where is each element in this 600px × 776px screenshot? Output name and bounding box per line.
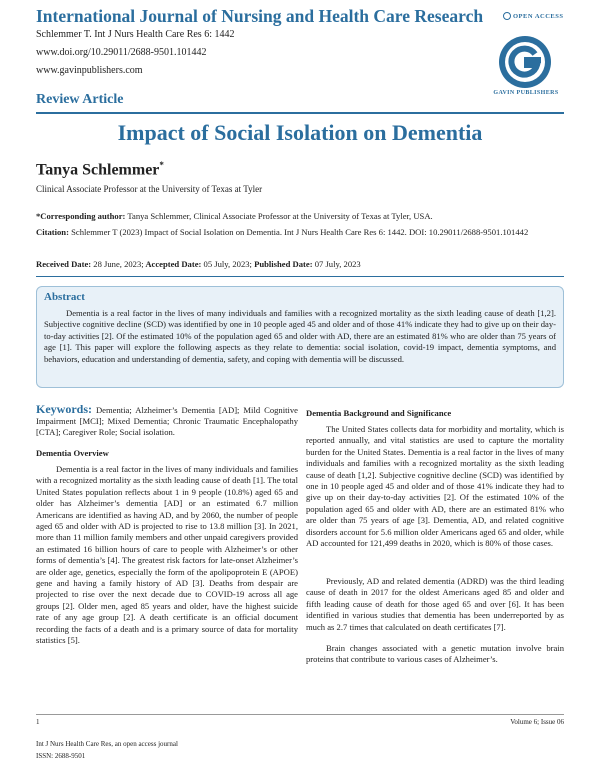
received-date: 28 June, 2023; (91, 259, 144, 269)
section-label: Review Article (36, 92, 124, 107)
meta-divider (36, 276, 564, 277)
paragraph-overview: Dementia is a real factor in the lives of many individuals and families with a recognized mortality as the sixth leading cause of death [1]. The total United States population reflects about 1 in 9 people (10.8%) aged 65 and older has Alzheimer’s dementia [AD] or an estimated 6.7 million Americans are identified as having AD, and by 2060, the number of people aged 65 and older with AD is projected to rise to 13.8 million [3]. In 2021, more than 11 million family members and other unpaid caregivers provided an estimated 16 billion hours of care to people with Alzheimer’s or other forms of dementia’s [4]. The greatest risk factors for late-onset Alzheimer’s are older age, genetics, especially the form of the apolipoprotein E (APOE) gene and having a family history of AD [3]. Deaths from despair are projected to rise over the next decade due to COVID-19 across all age groups [2]. Older men, aged 85 years and older, have the highest suicide rate of any age group [2]. A death certificate is an official document recording the facts of a death and is a primary source of data for mortality statistics [5]. (36, 464, 298, 646)
corresponding-author (36, 210, 564, 222)
section-heading-overview: Dementia Overview (36, 448, 109, 458)
open-access-badge (503, 12, 563, 20)
footer-issn: ISSN: 2688-9501 (36, 752, 86, 760)
author-marker: * (159, 160, 164, 170)
footer-divider (36, 714, 564, 715)
keywords (36, 404, 298, 438)
website-link[interactable]: www.gavinpublishers.com (36, 65, 143, 76)
author-name (36, 160, 164, 179)
author-affiliation: Clinical Associate Professor at the University of Texas at Tyler (36, 184, 263, 194)
paragraph-background-3: Brain changes associated with a genetic mutation involve brain proteins that contribute to various cases of Alzheimer’s. (306, 643, 564, 665)
corresponding-text: Tanya Schlemmer, Clinical Associate Professor at the University of Texas at Tyler, USA. (125, 211, 433, 221)
open-access-icon (503, 12, 511, 20)
journal-title: International Journal of Nursing and Health Care Research (36, 6, 484, 26)
publisher-logo-icon (497, 34, 553, 90)
author-name-text: Tanya Schlemmer (36, 161, 160, 179)
paragraph-background-1: The United States collects data for morbidity and mortality, which is reported annually, and vital statistics are used to capture the mortality burden for the United States. Dementia is a real factor in the lives of many individuals and families with a recognized mortality as the sixth leading cause of death [1,2]. Subjective cognitive decline (SCD) was identified by one in 10 people aged 45 and older and of those 41% indicate they had to give up on their day-to-day activities [2]. Of the estimated 10% of the population aged 65 and older with AD, there are an estimated 81% who are older than 75 years of age [3]. Dementia, AD, and related cognitive disorders account for 5.6 million older Americans aged 65 and older, while AD accounted for 121,499 deaths in 2020, which is 80% of those cases. (306, 424, 564, 549)
citation-text: Schlemmer T (2023) Impact of Social Isolation on Dementia. Int J Nurs Health Care Res 6: 1442. DOI: 10.29011/2688-9501.101442 (68, 227, 529, 237)
citation-label: Citation: (36, 227, 69, 237)
publisher-logo-text: GAVIN PUBLISHERS (493, 90, 559, 96)
accepted-label: Accepted Date: (143, 259, 202, 269)
paragraph-background-2: Previously, AD and related dementia (ADRD) was the third leading cause of death in 2017 for the oldest Americans aged 85 and older and fifth leading cause of death for those aged 65 and over [6]. It has been identified in various studies that dementia has been underreported by as much as 2.7 times that calculated on death certificates [7]. (306, 576, 564, 632)
page-number: 1 (36, 718, 40, 726)
header-divider (36, 112, 564, 114)
footer-journal: Int J Nurs Health Care Res, an open access journal (36, 740, 178, 748)
accepted-date: 05 July, 2023; (201, 259, 252, 269)
dates-line (36, 258, 564, 270)
keywords-label: Keywords: (36, 402, 92, 416)
keywords-text: Dementia; Alzheimer’s Dementia [AD]; Mild Cognitive Impairment [MCI]; Mixed Dementia; Chronic Traumatic Encephalopathy [CTA]; Caregiver Role; Social isolation. (36, 405, 298, 437)
abstract-body: Dementia is a real factor in the lives of many individuals and families with a recognized mortality as the sixth leading cause of death [1,2]. Subjective cognitive decline (SCD) was identified by one in 10 people aged 45 and older and of those 41% indicate they had to give up on their day-to-day activities [2]. Of the estimated 10% of the population aged 65 and older with AD, there are an estimated 81% who are older than 75 years of age [1]. This paper will explore the following aspects as they relate to dementia: social isolation, covid-19 impact, dementia symptoms, and behaviors, education and understanding of dementia, safety, and coping with dementia will be discussed. (44, 308, 556, 364)
corresponding-label: *Corresponding author: (36, 211, 126, 221)
citation-line: Schlemmer T. Int J Nurs Health Care Res 6: 1442 (36, 29, 235, 40)
doi-line[interactable]: www.doi.org/10.29011/2688-9501.101442 (36, 47, 207, 58)
abstract-heading: Abstract (44, 291, 85, 303)
published-label: Published Date: (251, 259, 313, 269)
article-title: Impact of Social Isolation on Dementia (117, 120, 483, 145)
received-label: Received Date: (36, 259, 92, 269)
open-access-label: OPEN ACCESS (513, 12, 564, 20)
section-heading-background: Dementia Background and Significance (306, 408, 452, 418)
published-date: 07 July, 2023 (312, 259, 361, 269)
citation-block (36, 226, 564, 238)
volume-issue: Volume 6; Issue 06 (510, 718, 564, 726)
